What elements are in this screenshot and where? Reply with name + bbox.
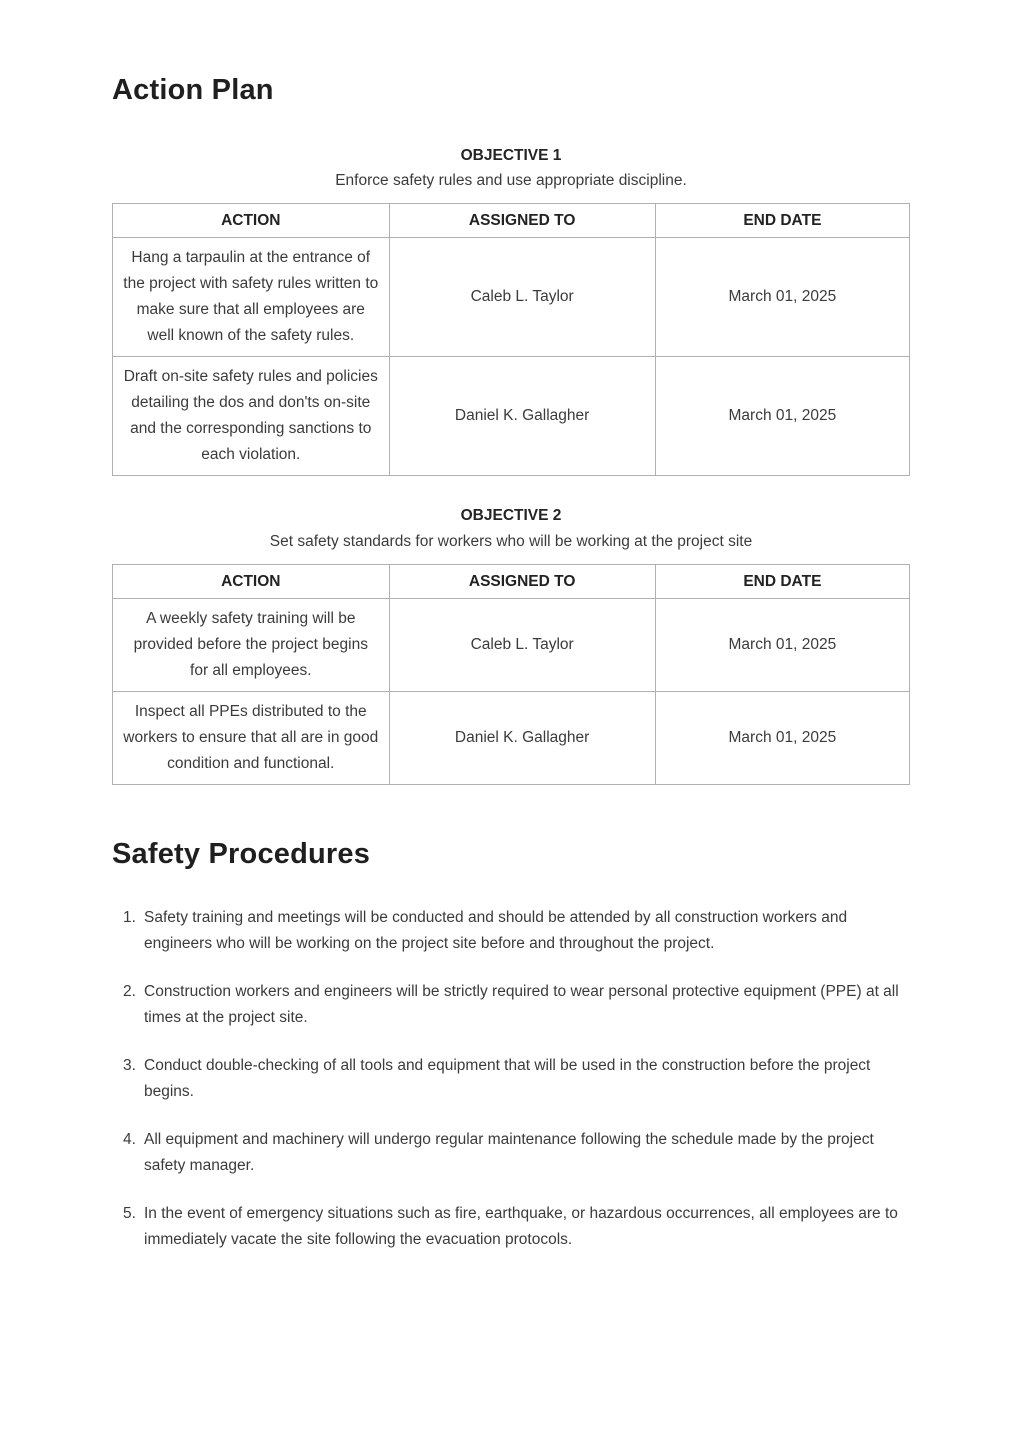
table-header-row xyxy=(113,565,910,599)
action-cell: Inspect all PPEs distributed to the workers to ensure that all are in good condition and functional. xyxy=(113,692,390,785)
column-header-end-date: END DATE xyxy=(655,565,909,599)
procedure-number: 1. xyxy=(123,908,136,926)
action-cell: Draft on-site safety rules and policies detailing the dos and don'ts on-site and the corresponding sanctions to each violation. xyxy=(113,357,390,476)
procedure-text: Safety training and meetings will be conducted and should be attended by all construction workers and engineers who will be working on the project site before and throughout the project. xyxy=(144,908,848,952)
table-row xyxy=(113,238,910,357)
end-date-cell: March 01, 2025 xyxy=(655,357,909,476)
procedure-item xyxy=(123,1201,910,1253)
column-header-assigned-to: ASSIGNED TO xyxy=(389,204,655,238)
table-header-row xyxy=(113,204,910,238)
column-header-action: ACTION xyxy=(113,565,390,599)
procedure-item xyxy=(123,1127,910,1179)
objective-1-section xyxy=(112,148,910,477)
assigned-to-cell: Daniel K. Gallagher xyxy=(389,357,655,476)
procedure-text: In the event of emergency situations such as fire, earthquake, or hazardous occurrences, all employees are to immediately vacate the site following the evacuation protocols. xyxy=(144,1204,898,1248)
end-date-cell: March 01, 2025 xyxy=(655,599,909,692)
procedure-number: 4. xyxy=(123,1130,136,1148)
page-title-safety-procedures: Safety Procedures xyxy=(112,838,371,871)
objective-2-subtitle: Set safety standards for workers who will be working at the project site xyxy=(269,532,753,550)
page-title-action-plan: Action Plan xyxy=(112,74,274,106)
procedure-item xyxy=(123,905,910,957)
procedure-text: All equipment and machinery will undergo regular maintenance following the schedule made by the project safety manager. xyxy=(144,1130,874,1174)
procedure-number: 5. xyxy=(123,1204,136,1222)
assigned-to-cell: Caleb L. Taylor xyxy=(389,599,655,692)
table-row xyxy=(113,357,910,476)
action-cell: Hang a tarpaulin at the entrance of the project with safety rules written to make sure that all employees are well known of the safety rules. xyxy=(113,238,390,357)
procedure-text: Conduct double-checking of all tools and equipment that will be used in the construction before the project begins. xyxy=(144,1056,871,1100)
objective-1-heading: OBJECTIVE 1 xyxy=(460,146,562,164)
objective-2-table xyxy=(112,564,910,785)
procedure-number: 3. xyxy=(123,1056,136,1074)
objective-2-heading: OBJECTIVE 2 xyxy=(460,507,562,525)
safety-procedures-list xyxy=(112,905,910,1253)
procedure-item xyxy=(123,1053,910,1105)
objective-1-table xyxy=(112,203,910,476)
procedure-item xyxy=(123,979,910,1031)
column-header-end-date: END DATE xyxy=(655,204,909,238)
objective-1-subtitle: Enforce safety rules and use appropriate discipline. xyxy=(335,172,687,190)
end-date-cell: March 01, 2025 xyxy=(655,238,909,357)
table-row xyxy=(113,692,910,785)
objective-2-section xyxy=(112,508,910,785)
procedure-text: Construction workers and engineers will be strictly required to wear personal protective equipment (PPE) at all times at the project site. xyxy=(144,982,899,1026)
end-date-cell: March 01, 2025 xyxy=(655,692,909,785)
procedure-number: 2. xyxy=(123,982,136,1000)
assigned-to-cell: Daniel K. Gallagher xyxy=(389,692,655,785)
table-row xyxy=(113,599,910,692)
column-header-assigned-to: ASSIGNED TO xyxy=(389,565,655,599)
column-header-action: ACTION xyxy=(113,204,390,238)
action-cell: A weekly safety training will be provided before the project begins for all employees. xyxy=(113,599,390,692)
assigned-to-cell: Caleb L. Taylor xyxy=(389,238,655,357)
